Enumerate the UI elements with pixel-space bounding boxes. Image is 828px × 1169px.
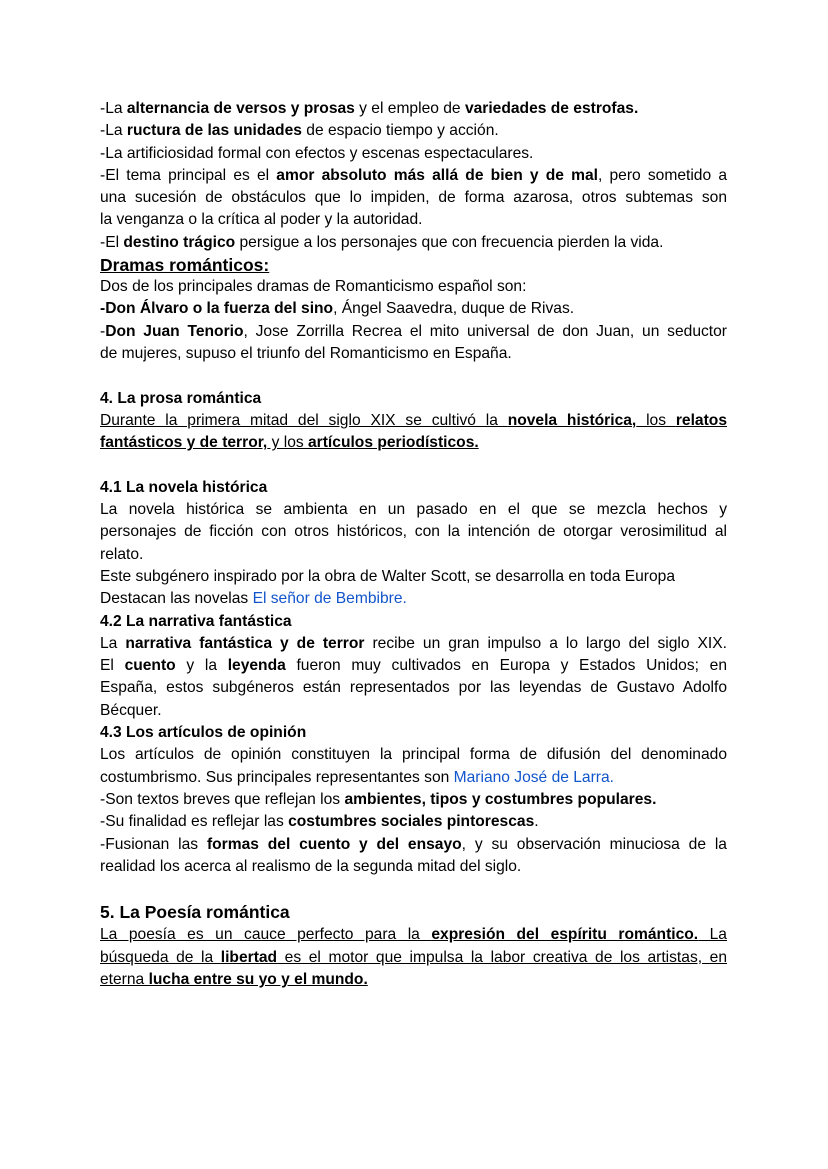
text-run: , Jose Zorrilla Recrea el mito universal de don Juan, un seductor [243,322,727,340]
text-run: realidad los acerca al realismo de la segunda mitad del siglo. [100,857,522,875]
text-run: persigue a los personajes que con frecuencia pierden la vida. [235,233,664,251]
text-run: -La [100,122,127,140]
text-line [100,566,727,588]
text-run: es el motor que impulsa la labor creativa de los artistas, en [277,948,728,966]
dramas-list [100,276,727,365]
text-line [100,655,727,677]
text-line [100,834,727,856]
text-run: -La [100,100,127,117]
bold-run: expresión del espíritu romántico. [431,926,699,944]
text-line [100,924,727,946]
text-run: búsqueda de la [100,948,221,966]
text-line [100,588,727,610]
bold-run: amor absoluto más allá de bien y de mal [276,166,598,184]
bold-run: -Don Álvaro o la fuerza del sino [100,300,334,318]
poesia-text [100,924,727,991]
text-run: personajes de ficción con otros históricos, con la intención de otorgar verosimilitud al [100,523,727,541]
text-line [100,232,727,254]
text-run: eterna [100,970,149,988]
narrativa-text [100,633,727,722]
text-run: -Su finalidad es reflejar las [100,813,289,831]
text-line [100,143,727,165]
text-run: de mujeres, supuso el triunfo del Romanticismo en España. [100,344,512,362]
text-line [100,187,727,209]
bold-run: variedades de estrofas. [464,100,639,117]
text-line [100,276,727,298]
text-run: y los [267,434,308,452]
text-run: . [534,813,539,831]
bold-run: novela histórica, [507,411,637,429]
bold-run: lucha entre su yo y el mundo. [148,970,368,988]
prosa-heading: 4. La prosa romántica [100,389,262,407]
text-line [100,811,727,833]
text-line [100,856,727,878]
text-run: y el empleo de [354,100,465,117]
text-run: , y su observación minuciosa de la [461,835,727,853]
text-run: y la [175,657,228,675]
bold-run: ambientes, tipos y costumbres populares. [344,790,657,808]
bold-run: ructura de las unidades [126,122,302,140]
text-line [100,767,727,789]
text-run: Los artículos de opinión constituyen la principal forma de difusión del denominado [100,746,727,764]
text-line [100,432,727,454]
link-text[interactable]: El señor de Bembibre. [252,590,407,608]
text-line [100,947,727,969]
text-run: -El tema principal es el [100,166,277,184]
bold-run: costumbres sociales pintorescas [288,813,535,831]
text-line [100,209,727,231]
link-text[interactable]: Mariano José de Larra. [453,768,614,786]
dramas-heading: Dramas románticos: [100,255,270,276]
text-run: -El [100,233,124,251]
bold-run: fantásticos y de terror, [100,434,268,452]
text-run: , Ángel Saavedra, duque de Rivas. [333,300,575,318]
text-run: la venganza o la crítica al poder y la autoridad. [100,211,423,229]
text-run: una sucesión de obstáculos que lo impiden, de forma azarosa, otros subtemas son [100,189,727,207]
text-run: recibe un gran impulso a lo largo del siglo XIX. [364,634,727,652]
text-line [100,343,727,365]
text-run: España, estos subgéneros están representados por las leyendas de Gustavo Adolfo [100,679,727,697]
poesia-heading: 5. La Poesía romántica [100,902,290,923]
text-line [100,98,727,120]
bold-run: artículos periodísticos. [308,434,479,452]
text-run: El [100,657,125,675]
novela-text [100,499,727,610]
text-line [100,321,727,343]
text-run: - [100,322,106,340]
text-run: de espacio tiempo y acción. [301,122,499,140]
text-run: Bécquer. [100,701,162,719]
prosa-intro [100,410,727,455]
dramas-features [100,98,727,254]
text-run: fueron muy cultivados en Europa y Estados Unidos; en [285,657,728,675]
text-run: La poesía es un cauce perfecto para la [100,926,432,944]
text-line [100,521,727,543]
text-line [100,410,727,432]
text-line [100,544,727,566]
text-run: La [698,926,727,944]
text-line [100,120,727,142]
narrativa-heading: 4.2 La narrativa fantástica [100,612,292,630]
text-run: Durante la primera mitad del siglo XIX se cultivó la [100,411,508,429]
bold-run: formas del cuento y del ensayo [206,835,462,853]
text-run: los [636,411,676,429]
text-run: -Son textos breves que reflejan los [100,790,345,808]
bold-run: narrativa fantástica y de terror [125,634,365,652]
text-line [100,499,727,521]
text-run: Este subgénero inspirado por la obra de Walter Scott, se desarrolla en toda Europa [100,567,675,585]
text-run: La [100,634,126,652]
articulos-heading: 4.3 Los artículos de opinión [100,724,307,742]
text-line [100,165,727,187]
articulos-text [100,744,727,878]
bold-run: relatos [675,411,727,429]
bold-run: leyenda [227,657,286,675]
bold-run: destino trágico [123,233,236,251]
document-page [100,98,727,991]
text-run: La novela histórica se ambienta en un pasado en el que se mezcla hechos y [100,501,727,519]
text-run: , pero sometido a [597,166,727,184]
text-run: -La artificiosidad formal con efectos y escenas espectaculares. [100,144,534,162]
text-line [100,298,727,320]
bold-run: libertad [220,948,278,966]
text-line [100,969,727,991]
text-run: costumbrismo. Sus principales representantes son [100,768,454,786]
bold-run: Don Juan Tenorio [105,322,244,340]
text-run: -Fusionan las [100,835,207,853]
text-line [100,700,727,722]
text-run: Destacan las novelas [100,590,253,608]
bold-run: alternancia de versos y prosas [126,100,355,117]
text-line [100,677,727,699]
text-line [100,789,727,811]
text-line [100,744,727,766]
text-run: relato. [100,545,144,563]
text-line [100,633,727,655]
bold-run: cuento [124,657,176,675]
text-run: Dos de los principales dramas de Romanticismo español son: [100,278,527,296]
novela-heading: 4.1 La novela histórica [100,478,268,496]
